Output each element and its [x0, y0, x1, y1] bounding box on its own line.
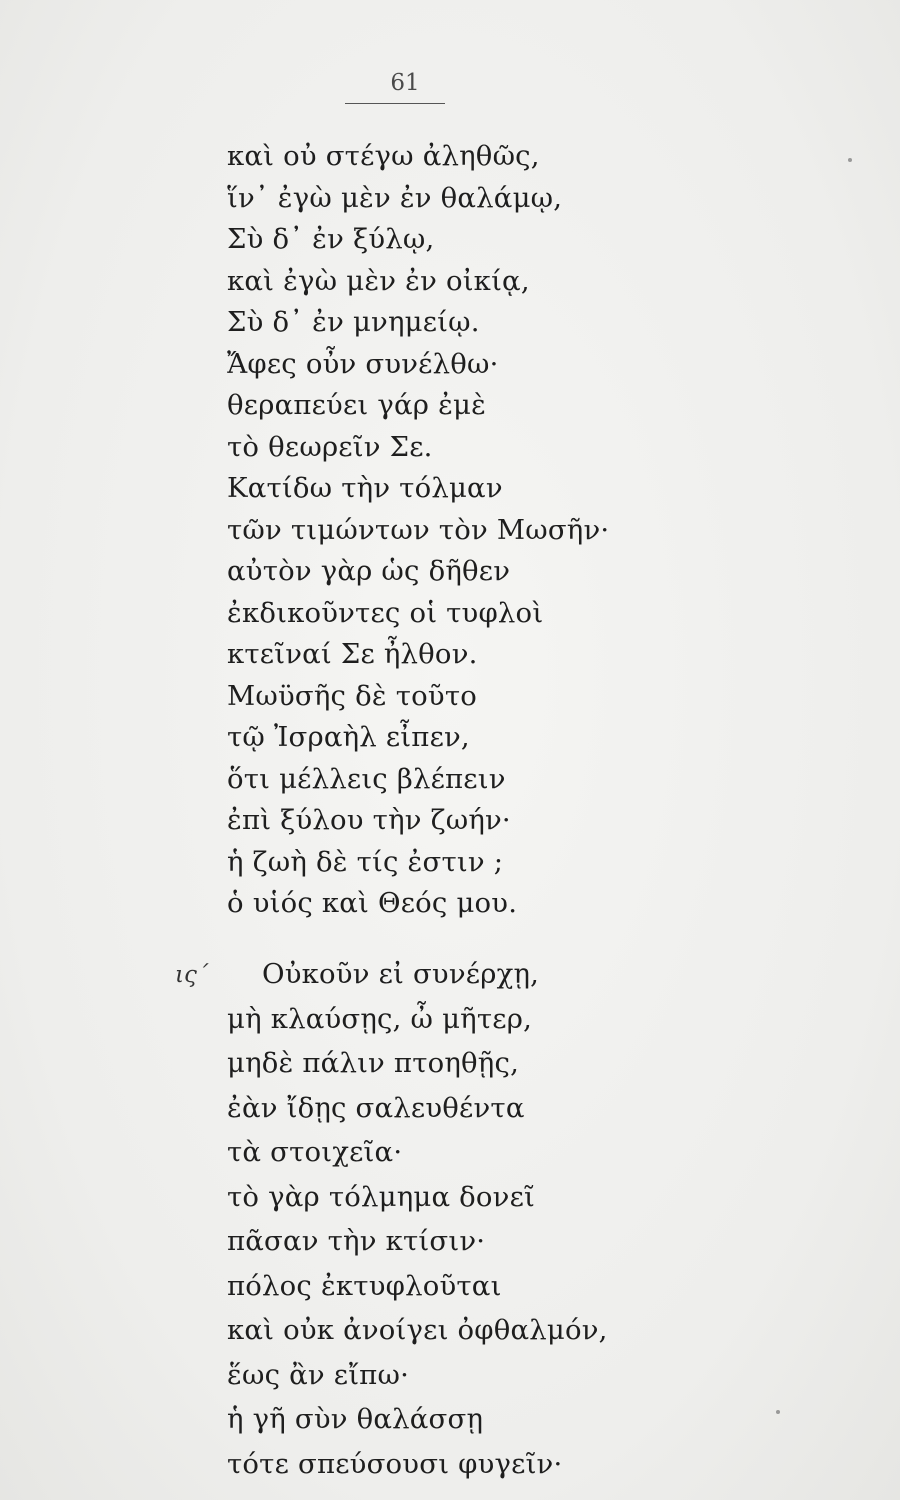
verse-line: ὅτι μέλλεις βλέπειν	[227, 762, 506, 795]
verse-line: τὸ γὰρ τόλμημα δονεῖ	[227, 1180, 536, 1213]
verse-line: ἐὰν ἴδῃς σαλευθέντα	[227, 1091, 525, 1124]
verse-line: τὸ θεωρεῖν Σε.	[227, 430, 433, 463]
verse-line: Σὺ δ᾽ ἐν μνημείῳ.	[227, 306, 480, 338]
verse-line: ὁ υἱός καὶ Θεός μου.	[227, 887, 518, 919]
page-number-rule	[345, 103, 445, 104]
paper-speck	[776, 1410, 780, 1414]
verse-line: μὴ κλαύσῃς, ὦ μῆτερ,	[227, 1002, 533, 1035]
verse-line: Σὺ δ᾽ ἐν ξύλῳ,	[227, 223, 435, 255]
verse-line: τότε σπεύσουσι φυγεῖν·	[227, 1447, 563, 1480]
verse-line: Μωϋσῆς δὲ τοῦτο	[227, 679, 478, 712]
verse-line: ἐπὶ ξύλου τὴν ζωήν·	[227, 804, 511, 836]
verse-line: Ἄφες οὖν συνέλθω·	[227, 347, 499, 380]
verse-line: καὶ οὐ στέγω ἀληθῶς,	[227, 140, 540, 172]
verse-line: καὶ ἐγὼ μὲν ἐν οἰκίᾳ,	[227, 264, 530, 297]
verse-line: αὐτὸν γὰρ ὡς δῆθεν	[227, 555, 511, 587]
page-number: 61	[390, 70, 420, 96]
verse-line: πᾶσαν τὴν κτίσιν·	[227, 1225, 486, 1257]
verse-line: πόλος ἐκτυφλοῦται	[227, 1269, 502, 1302]
verse-line: Οὐκοῦν εἰ συνέρχῃ,	[262, 958, 540, 990]
paper-speck	[848, 158, 852, 162]
verse-line: ἡ γῆ σὺν θαλάσσῃ	[227, 1403, 484, 1435]
verse-line: Κατίδω τὴν τόλμαν	[227, 472, 503, 504]
verse-line: μηδὲ πάλιν πτοηθῇς,	[227, 1047, 520, 1079]
stanza-number: ις´	[175, 962, 209, 988]
verse-line: ἕως ἂν εἴπω·	[227, 1358, 410, 1391]
verse-line: τὰ στοιχεῖα·	[227, 1136, 403, 1168]
verse-line: ἡ ζωὴ δὲ τίς ἐστιν ;	[227, 845, 504, 878]
verse-line: ἵν᾽ ἐγὼ μὲν ἐν θαλάμῳ,	[227, 181, 563, 214]
verse-line: κτεῖναί Σε ἦλθον.	[227, 638, 478, 670]
verse-line: καὶ οὐκ ἀνοίγει ὀφθαλμόν,	[227, 1314, 608, 1346]
verse-line: ἐκδικοῦντες οἱ τυφλοὶ	[227, 596, 544, 629]
verse-line: θεραπεύει γάρ ἐμὲ	[227, 389, 487, 421]
verse-line: τῶν τιμώντων τὸν Μωσῆν·	[227, 513, 610, 546]
verse-line: τῷ Ἰσραὴλ εἶπεν,	[227, 721, 470, 753]
